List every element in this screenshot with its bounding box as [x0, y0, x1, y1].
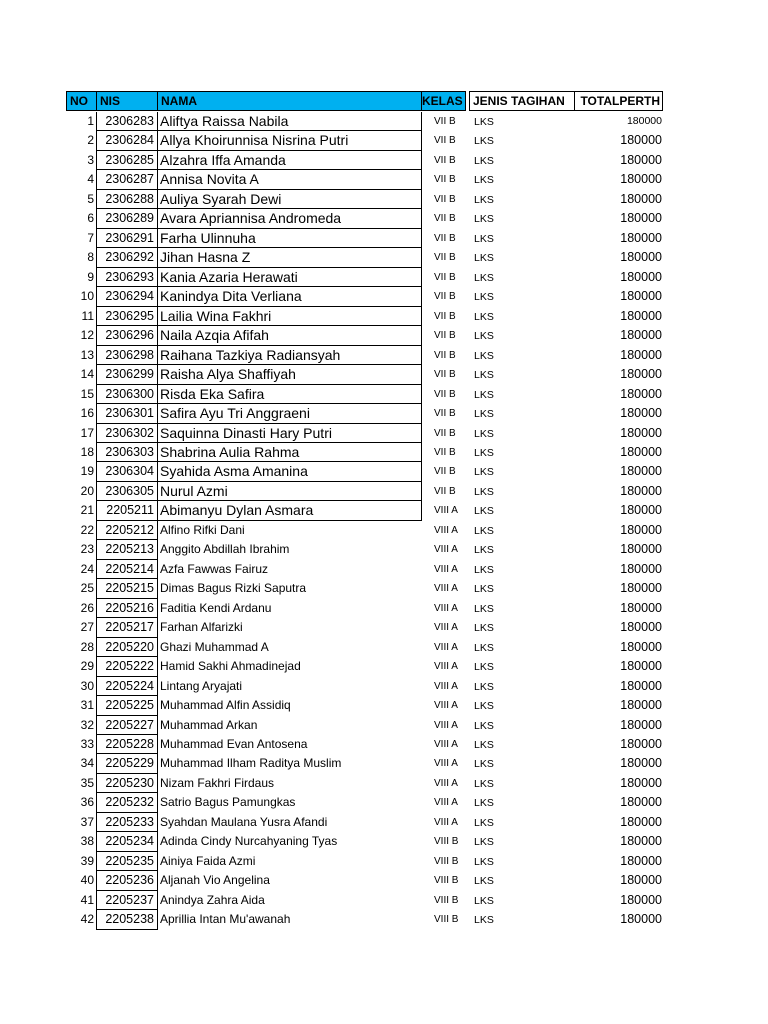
row-no: 36: [80, 795, 94, 810]
row-jenis-tagihan: LKS: [474, 855, 494, 868]
row-total: 180000: [620, 795, 662, 810]
row-nis: 2205214: [96, 560, 158, 579]
row-kelas: VII B: [434, 116, 456, 127]
row-nama: Faditia Kendi Ardanu: [160, 600, 272, 615]
row-total: 180000: [620, 561, 662, 576]
row-total: 180000: [620, 737, 662, 751]
row-nis: 2205238: [96, 910, 158, 929]
row-kelas: VIII A: [434, 700, 458, 712]
row-nis: 2306292: [96, 248, 158, 267]
row-total: 180000: [620, 873, 662, 888]
row-jenis-tagihan: LKS: [474, 739, 494, 751]
row-nis: 2306283: [96, 112, 158, 131]
row-jenis-tagihan: LKS: [474, 154, 494, 167]
row-total: 180000: [620, 581, 662, 596]
row-no: 5: [87, 191, 94, 206]
row-nama: Annisa Novita A: [157, 170, 422, 189]
row-no: 19: [80, 464, 94, 479]
row-kelas: VIII A: [434, 583, 458, 595]
row-jenis-tagihan: LKS: [474, 836, 494, 849]
row-no: 41: [80, 892, 94, 907]
row-total: 180000: [620, 717, 662, 732]
row-kelas: VII B: [434, 369, 456, 381]
row-nama: Avara Apriannisa Andromeda: [157, 209, 422, 228]
row-no: 22: [80, 522, 94, 537]
row-nis: 2205215: [96, 579, 158, 598]
row-nama: Safira Ayu Tri Anggraeni: [157, 404, 422, 423]
row-kelas: VIII B: [434, 875, 459, 887]
row-nama: Dimas Bagus Rizki Saputra: [160, 581, 307, 596]
row-nis: 2306299: [96, 365, 158, 384]
row-kelas: VII B: [434, 252, 456, 264]
row-no: 18: [80, 444, 94, 459]
row-kelas: VIII A: [434, 641, 458, 653]
row-total: 180000: [620, 639, 662, 654]
row-nis: 2306302: [96, 424, 158, 443]
row-total: 180000: [620, 483, 662, 498]
row-jenis-tagihan: LKS: [474, 135, 494, 148]
row-nama: Aljanah Vio Angelina: [160, 873, 270, 888]
row-no: 4: [87, 172, 94, 187]
row-kelas: VIII A: [434, 544, 458, 556]
row-no: 9: [87, 269, 94, 284]
row-jenis-tagihan: LKS: [474, 777, 494, 790]
row-kelas: VIII A: [434, 680, 458, 692]
row-total: 180000: [620, 853, 662, 868]
row-kelas: VIII B: [434, 894, 459, 906]
row-jenis-tagihan: LKS: [474, 116, 494, 128]
row-nama: Farhan Alfarizki: [160, 620, 243, 635]
row-no: 7: [87, 230, 94, 245]
row-kelas: VIII A: [434, 563, 458, 575]
row-nama: Alfino Rifki Dani: [160, 522, 245, 537]
row-no: 3: [87, 152, 94, 167]
row-nis: 2306303: [96, 443, 158, 462]
row-kelas: VIII A: [434, 719, 458, 731]
row-no: 39: [80, 853, 94, 868]
row-kelas: VII B: [434, 154, 456, 166]
row-total: 180000: [620, 464, 662, 479]
row-nis: 2306300: [96, 385, 158, 404]
row-total: 180000: [620, 912, 662, 927]
row-nis: 2306301: [96, 404, 158, 423]
row-jenis-tagihan: LKS: [474, 816, 494, 829]
row-total: 180000: [620, 347, 662, 362]
row-nis: 2205220: [96, 638, 158, 657]
row-kelas: VII B: [434, 349, 456, 361]
row-jenis-tagihan: LKS: [474, 330, 494, 343]
row-no: 6: [87, 211, 94, 226]
row-total: 180000: [620, 269, 662, 284]
row-jenis-tagihan: LKS: [474, 252, 494, 265]
row-nama: Nurul Azmi: [157, 482, 422, 501]
row-no: 29: [80, 659, 94, 674]
row-nis: 2205237: [96, 891, 158, 910]
row-total: 180000: [620, 328, 662, 343]
row-jenis-tagihan: LKS: [474, 797, 494, 810]
row-jenis-tagihan: LKS: [474, 446, 494, 459]
row-jenis-tagihan: LKS: [474, 524, 494, 537]
row-total: 180000: [620, 678, 662, 693]
row-no: 8: [87, 250, 94, 265]
row-total: 180000: [620, 211, 662, 226]
row-total: 180000: [620, 425, 662, 440]
row-no: 31: [80, 698, 94, 713]
row-jenis-tagihan: LKS: [474, 875, 494, 888]
row-jenis-tagihan: LKS: [474, 719, 494, 732]
row-nama: Hamid Sakhi Ahmadinejad: [160, 659, 301, 674]
row-kelas: VII B: [434, 388, 456, 400]
row-no: 12: [80, 328, 94, 343]
row-no: 26: [80, 600, 94, 615]
row-total: 180000: [620, 659, 662, 674]
row-nis: 2205213: [96, 540, 158, 559]
row-nama: Saquinna Dinasti Hary Putri: [157, 424, 422, 443]
row-no: 13: [80, 347, 94, 362]
row-no: 40: [80, 873, 94, 888]
row-nis: 2205212: [96, 521, 158, 540]
row-nama: Jihan Hasna Z: [157, 248, 422, 267]
row-kelas: VIII B: [434, 855, 459, 867]
header-jenis-tagihan: JENIS TAGIHAN: [469, 91, 575, 111]
row-no: 38: [80, 834, 94, 849]
row-nis: 2205236: [96, 871, 158, 890]
row-total: 180000: [620, 230, 662, 245]
row-nis: 2205227: [96, 716, 158, 735]
row-no: 21: [80, 503, 94, 518]
row-total: 180000: [620, 620, 662, 635]
row-jenis-tagihan: LKS: [474, 894, 494, 907]
row-jenis-tagihan: LKS: [474, 271, 494, 284]
row-jenis-tagihan: LKS: [474, 193, 494, 206]
row-nis: 2205230: [96, 774, 158, 793]
row-kelas: VII B: [434, 310, 456, 322]
row-total: 180000: [620, 834, 662, 849]
row-nis: 2205222: [96, 657, 158, 676]
header-kelas: KELAS: [421, 91, 466, 111]
row-kelas: VIII B: [434, 836, 459, 848]
row-nama: Raisha Alya Shaffiyah: [157, 365, 422, 384]
header-nama: NAMA: [157, 91, 422, 111]
row-no: 15: [80, 386, 94, 401]
row-total: 180000: [620, 308, 662, 323]
row-nis: 2306293: [96, 268, 158, 287]
row-kelas: VII B: [434, 271, 456, 283]
row-nama: Lintang Aryajati: [160, 678, 243, 693]
row-nis: 2306285: [96, 151, 158, 170]
row-total: 180000: [620, 289, 662, 304]
row-jenis-tagihan: LKS: [474, 408, 494, 421]
row-no: 32: [80, 717, 94, 732]
row-nis: 2205216: [96, 599, 158, 618]
row-nama: Naila Azqia Afifah: [157, 326, 422, 345]
row-kelas: VII B: [434, 466, 456, 478]
row-no: 33: [80, 737, 94, 751]
row-total: 180000: [620, 756, 662, 771]
row-nis: 2205233: [96, 813, 158, 832]
row-nama: Anggito Abdillah Ibrahim: [160, 542, 290, 557]
row-nis: 2205234: [96, 832, 158, 851]
row-total: 180000: [620, 406, 662, 421]
row-no: 30: [80, 678, 94, 693]
row-kelas: VII B: [434, 446, 456, 458]
row-kelas: VIII A: [434, 816, 458, 828]
row-jenis-tagihan: LKS: [474, 661, 494, 674]
row-no: 10: [80, 289, 94, 304]
row-nama: Muhammad Arkan: [160, 717, 258, 732]
row-no: 24: [80, 561, 94, 576]
row-nis: 2306288: [96, 190, 158, 209]
row-nis: 2205235: [96, 852, 158, 871]
row-no: 23: [80, 542, 94, 557]
row-nis: 2306304: [96, 462, 158, 481]
row-nis: 2306287: [96, 170, 158, 189]
row-total: 180000: [620, 522, 662, 537]
row-nama: Adinda Cindy Nurcahyaning Tyas: [160, 834, 338, 849]
row-total: 180000: [620, 133, 662, 148]
header-no: NO: [66, 91, 97, 111]
row-nis: 2306298: [96, 346, 158, 365]
row-kelas: VIII A: [434, 622, 458, 634]
row-jenis-tagihan: LKS: [474, 622, 494, 635]
row-jenis-tagihan: LKS: [474, 583, 494, 596]
row-jenis-tagihan: LKS: [474, 466, 494, 479]
row-kelas: VIII B: [434, 914, 459, 926]
row-nama: Ghazi Muhammad A: [160, 639, 269, 654]
row-nama: Aprillia Intan Mu'awanah: [160, 912, 291, 927]
row-kelas: VIII A: [434, 777, 458, 789]
row-kelas: VII B: [434, 232, 456, 244]
row-total: 180000: [620, 152, 662, 167]
row-nama: Farha Ulinnuha: [157, 229, 422, 248]
row-kelas: VII B: [434, 427, 456, 439]
row-nis: 2306284: [96, 131, 158, 150]
row-nis: 2306291: [96, 229, 158, 248]
row-total: 180000: [620, 367, 662, 382]
row-nama: Shabrina Aulia Rahma: [157, 443, 422, 462]
row-jenis-tagihan: LKS: [474, 544, 494, 557]
row-nis: 2205225: [96, 696, 158, 715]
row-jenis-tagihan: LKS: [474, 174, 494, 187]
row-no: 28: [80, 639, 94, 654]
row-no: 42: [80, 912, 94, 927]
row-total: 180000: [620, 191, 662, 206]
row-nis: 2205224: [96, 677, 158, 696]
row-total: 180000: [620, 814, 662, 829]
row-kelas: VII B: [434, 193, 456, 205]
row-no: 37: [80, 814, 94, 829]
row-jenis-tagihan: LKS: [474, 758, 494, 771]
row-nama: Allya Khoirunnisa Nisrina Putri: [157, 131, 422, 150]
row-jenis-tagihan: LKS: [474, 232, 494, 245]
row-total: 180000: [620, 172, 662, 187]
row-no: 34: [80, 756, 94, 771]
row-kelas: VIII A: [434, 739, 458, 750]
row-jenis-tagihan: LKS: [474, 914, 494, 927]
row-no: 11: [81, 308, 94, 323]
row-nis: 2306289: [96, 209, 158, 228]
row-kelas: VIII A: [434, 602, 458, 614]
row-jenis-tagihan: LKS: [474, 213, 494, 226]
row-no: 35: [80, 775, 94, 790]
row-nis: 2306294: [96, 287, 158, 306]
row-total: 180000: [620, 386, 662, 401]
row-kelas: VIII A: [434, 758, 458, 770]
row-kelas: VIII A: [434, 524, 458, 536]
row-total: 180000: [620, 600, 662, 615]
row-nis: 2306295: [96, 307, 158, 326]
row-total: 180000: [620, 503, 662, 518]
row-jenis-tagihan: LKS: [474, 388, 494, 401]
row-nis: 2205232: [96, 793, 158, 812]
row-nama: Anindya Zahra Aida: [160, 892, 265, 907]
row-no: 2: [87, 133, 94, 148]
row-nis: 2205229: [96, 754, 158, 773]
row-kelas: VIII A: [434, 797, 458, 809]
row-no: 25: [80, 581, 94, 596]
row-total: 180000: [620, 892, 662, 907]
row-jenis-tagihan: LKS: [474, 700, 494, 713]
row-kelas: VII B: [434, 135, 456, 147]
row-no: 14: [80, 367, 94, 382]
row-jenis-tagihan: LKS: [474, 641, 494, 654]
row-jenis-tagihan: LKS: [474, 291, 494, 304]
row-nama: Azfa Fawwas Fairuz: [160, 561, 269, 576]
row-nama: Kanindya Dita Verliana: [157, 287, 422, 306]
row-jenis-tagihan: LKS: [474, 427, 494, 440]
row-nis: 2205228: [96, 735, 158, 754]
row-no: 17: [80, 425, 94, 440]
row-total: 180000: [620, 542, 662, 557]
row-nama: Lailia Wina Fakhri: [157, 307, 422, 326]
row-total: 180000: [620, 775, 662, 790]
row-jenis-tagihan: LKS: [474, 369, 494, 382]
row-nama: Muhammad Ilham Raditya Muslim: [160, 756, 342, 771]
row-total: 180000: [620, 250, 662, 265]
row-jenis-tagihan: LKS: [474, 505, 494, 518]
row-nama: Abimanyu Dylan Asmara: [157, 501, 422, 520]
row-kelas: VII B: [434, 174, 456, 186]
row-jenis-tagihan: LKS: [474, 602, 494, 615]
row-nama: Aliftya Raissa Nabila: [157, 112, 422, 131]
row-nama: Ainiya Faida Azmi: [160, 853, 256, 868]
row-total: 180000: [626, 115, 662, 127]
row-nama: Raihana Tazkiya Radiansyah: [157, 346, 422, 365]
row-kelas: VIII A: [434, 661, 458, 673]
row-nama: Syahida Asma Amanina: [157, 462, 422, 481]
row-kelas: VIII A: [434, 505, 458, 517]
row-nama: Nizam Fakhri Firdaus: [160, 775, 275, 790]
row-nama: Satrio Bagus Pamungkas: [160, 795, 296, 810]
row-nama: Muhammad Alfin Assidiq: [160, 698, 291, 713]
row-nama: Muhammad Evan Antosena: [160, 737, 308, 751]
row-nis: 2205217: [96, 618, 158, 637]
row-kelas: VII B: [434, 213, 456, 225]
row-nama: Auliya Syarah Dewi: [157, 190, 422, 209]
row-no: 1: [87, 114, 94, 128]
row-no: 27: [80, 620, 94, 635]
row-no: 20: [80, 483, 94, 498]
row-nis: 2306305: [96, 482, 158, 501]
row-nis: 2306296: [96, 326, 158, 345]
row-nama: Syahdan Maulana Yusra Afandi: [160, 814, 328, 829]
row-jenis-tagihan: LKS: [474, 310, 494, 323]
row-kelas: VII B: [434, 408, 456, 420]
row-jenis-tagihan: LKS: [474, 680, 494, 693]
row-jenis-tagihan: LKS: [474, 563, 494, 576]
row-nama: Alzahra Iffa Amanda: [157, 151, 422, 170]
row-nama: Risda Eka Safira: [157, 385, 422, 404]
row-jenis-tagihan: LKS: [474, 349, 494, 362]
row-jenis-tagihan: LKS: [474, 485, 494, 498]
row-nama: Kania Azaria Herawati: [157, 268, 422, 287]
header-nis: NIS: [96, 91, 158, 111]
row-total: 180000: [620, 698, 662, 713]
row-no: 16: [80, 406, 94, 421]
header-total: TOTALPERTH: [574, 91, 663, 111]
row-total: 180000: [620, 444, 662, 459]
row-kelas: VII B: [434, 291, 456, 303]
row-nis: 2205211: [96, 501, 158, 520]
row-kelas: VII B: [434, 485, 456, 497]
row-kelas: VII B: [434, 330, 456, 342]
